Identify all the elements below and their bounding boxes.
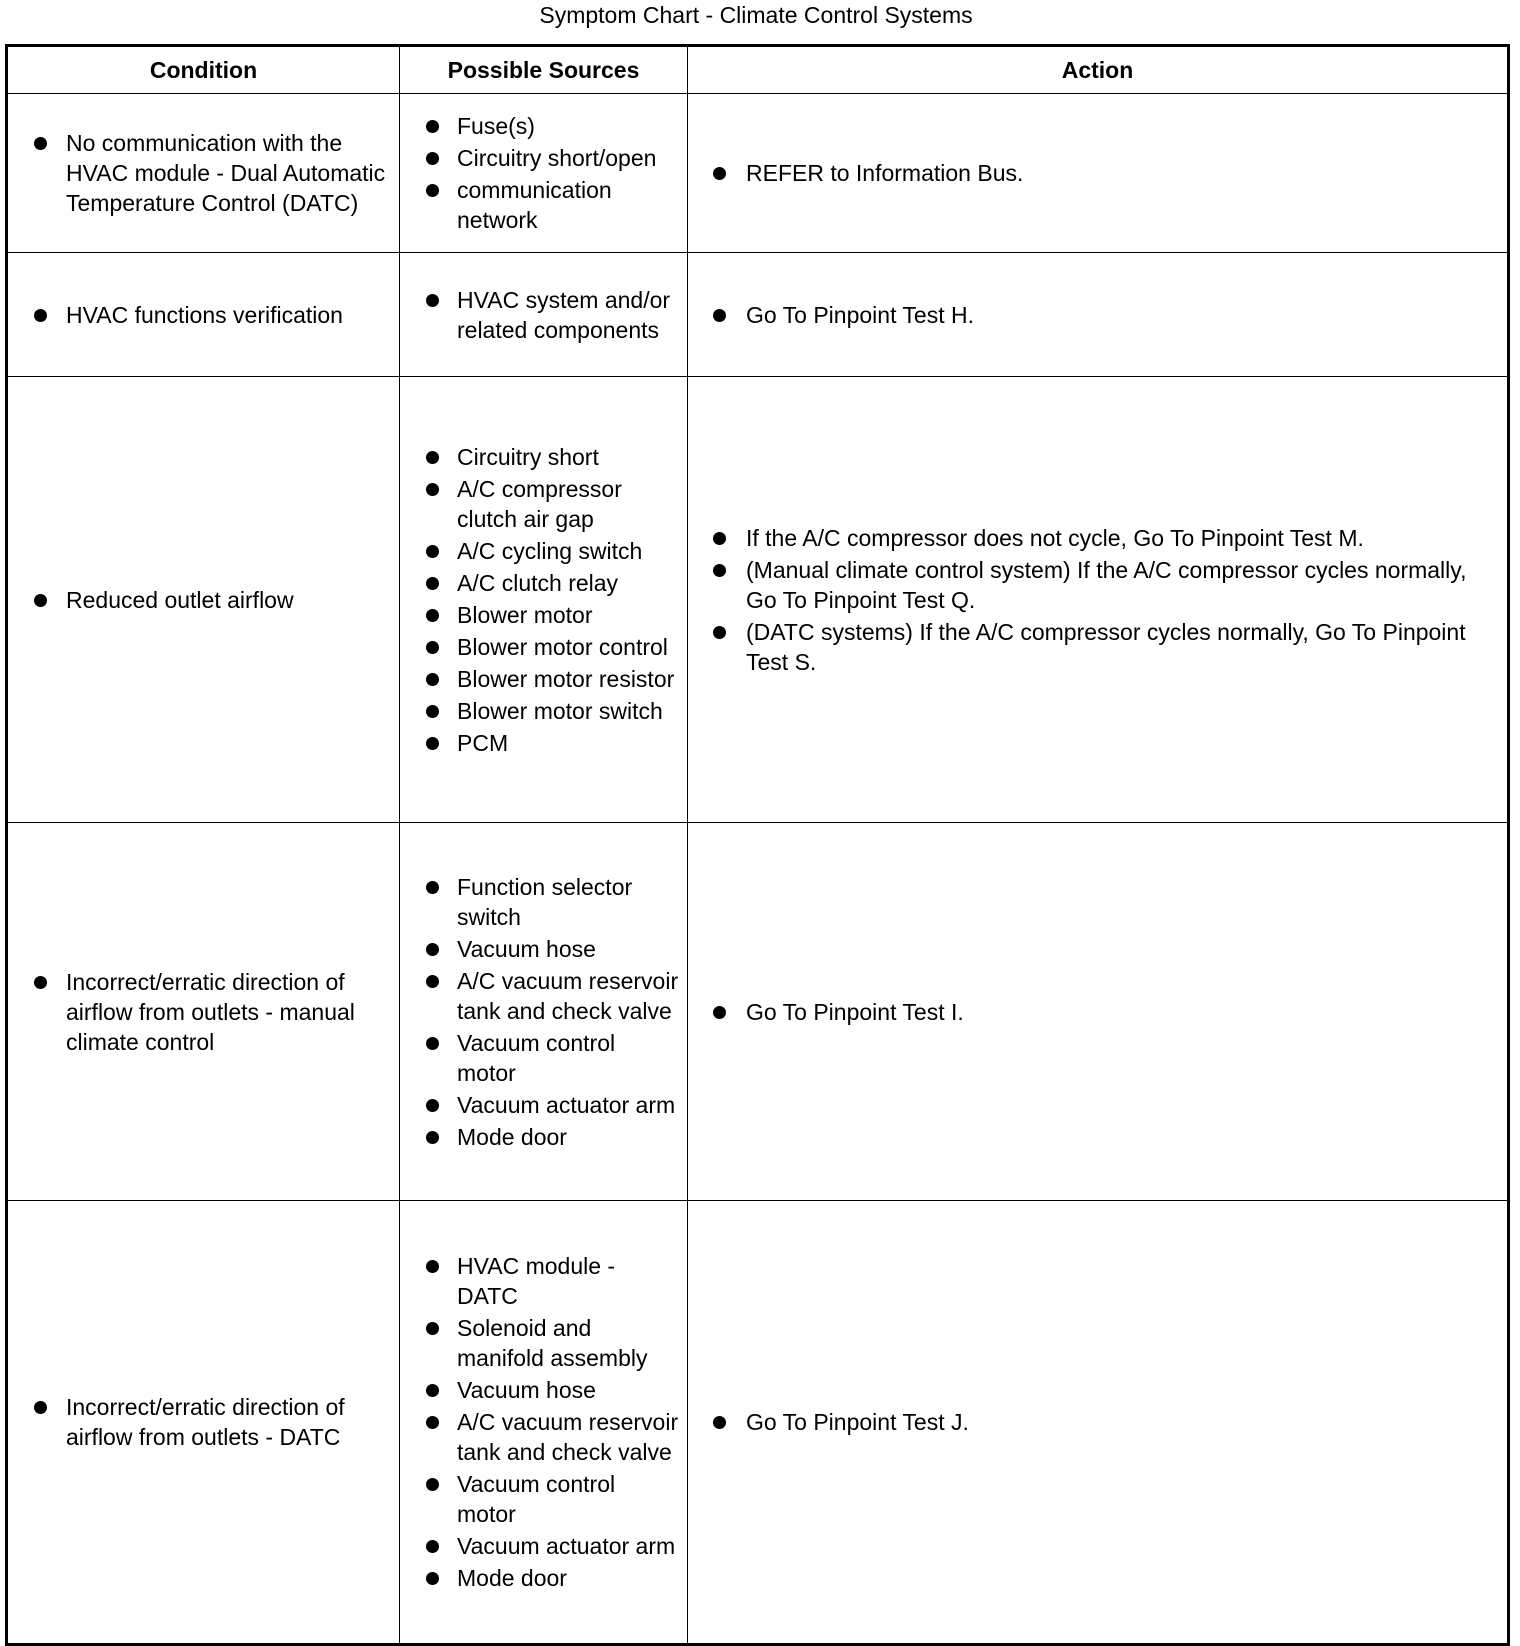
- source-item: Vacuum actuator arm: [400, 1090, 687, 1120]
- action-item: Go To Pinpoint Test I.: [688, 997, 1507, 1027]
- condition-cell: [7, 253, 400, 377]
- sources-cell: [400, 377, 688, 823]
- source-item: A/C vacuum reservoir tank and check valve: [400, 966, 687, 1026]
- table-row: [7, 1201, 1509, 1645]
- action-item: Go To Pinpoint Test J.: [688, 1407, 1507, 1437]
- action-cell: [688, 253, 1509, 377]
- condition-cell: [7, 1201, 400, 1645]
- source-item: A/C cycling switch: [400, 536, 687, 566]
- source-item: A/C clutch relay: [400, 568, 687, 598]
- header-condition: Condition: [7, 46, 400, 94]
- source-item: Blower motor switch: [400, 696, 687, 726]
- action-list: [688, 158, 1507, 188]
- condition-item: Incorrect/erratic direction of airflow from outlets - manual climate control: [8, 967, 399, 1057]
- action-list: [688, 523, 1507, 677]
- source-list: [400, 442, 687, 758]
- action-list: [688, 1407, 1507, 1437]
- table-row: [7, 377, 1509, 823]
- source-item: Vacuum hose: [400, 1375, 687, 1405]
- source-item: Mode door: [400, 1563, 687, 1593]
- source-list: [400, 1251, 687, 1593]
- action-cell: [688, 94, 1509, 253]
- source-item: Vacuum hose: [400, 934, 687, 964]
- symptom-table: [5, 44, 1510, 1646]
- action-item: (DATC systems) If the A/C compressor cycles normally, Go To Pinpoint Test S.: [688, 617, 1507, 677]
- table-row: [7, 823, 1509, 1201]
- source-item: Circuitry short/open: [400, 143, 687, 173]
- condition-item: Reduced outlet airflow: [8, 585, 399, 615]
- source-list: [400, 872, 687, 1152]
- source-item: Vacuum actuator arm: [400, 1531, 687, 1561]
- source-item: Mode door: [400, 1122, 687, 1152]
- condition-list: [8, 128, 399, 218]
- action-list: [688, 997, 1507, 1027]
- source-item: A/C vacuum reservoir tank and check valve: [400, 1407, 687, 1467]
- source-item: PCM: [400, 728, 687, 758]
- condition-item: HVAC functions verification: [8, 300, 399, 330]
- source-item: communication network: [400, 175, 687, 235]
- action-item: (Manual climate control system) If the A/C compressor cycles normally, Go To Pinpoint Test Q.: [688, 555, 1507, 615]
- source-item: Fuse(s): [400, 111, 687, 141]
- source-item: Vacuum control motor: [400, 1469, 687, 1529]
- action-list: [688, 300, 1507, 330]
- condition-list: [8, 967, 399, 1057]
- condition-cell: [7, 94, 400, 253]
- header-possible-sources: Possible Sources: [400, 46, 688, 94]
- action-cell: [688, 1201, 1509, 1645]
- condition-cell: [7, 377, 400, 823]
- source-item: Function selector switch: [400, 872, 687, 932]
- source-item: Blower motor control: [400, 632, 687, 662]
- header-action: Action: [688, 46, 1509, 94]
- source-item: HVAC system and/or related components: [400, 285, 687, 345]
- condition-cell: [7, 823, 400, 1201]
- action-item: If the A/C compressor does not cycle, Go To Pinpoint Test M.: [688, 523, 1507, 553]
- source-item: Solenoid and manifold assembly: [400, 1313, 687, 1373]
- sources-cell: [400, 1201, 688, 1645]
- source-item: Circuitry short: [400, 442, 687, 472]
- condition-list: [8, 585, 399, 615]
- action-item: Go To Pinpoint Test H.: [688, 300, 1507, 330]
- chart-title: Symptom Chart - Climate Control Systems: [539, 2, 973, 28]
- source-item: Blower motor resistor: [400, 664, 687, 694]
- header-row: [7, 46, 1509, 94]
- action-item: REFER to Information Bus.: [688, 158, 1507, 188]
- action-cell: [688, 823, 1509, 1201]
- table-row: [7, 94, 1509, 253]
- source-item: Blower motor: [400, 600, 687, 630]
- condition-list: [8, 1392, 399, 1452]
- source-item: HVAC module - DATC: [400, 1251, 687, 1311]
- source-item: Vacuum control motor: [400, 1028, 687, 1088]
- condition-item: No communication with the HVAC module - Dual Automatic Temperature Control (DATC): [8, 128, 399, 218]
- condition-item: Incorrect/erratic direction of airflow from outlets - DATC: [8, 1392, 399, 1452]
- condition-list: [8, 300, 399, 330]
- action-cell: [688, 377, 1509, 823]
- table-row: [7, 253, 1509, 377]
- sources-cell: [400, 823, 688, 1201]
- source-list: [400, 285, 687, 345]
- sources-cell: [400, 253, 688, 377]
- source-list: [400, 111, 687, 235]
- source-item: A/C compressor clutch air gap: [400, 474, 687, 534]
- sources-cell: [400, 94, 688, 253]
